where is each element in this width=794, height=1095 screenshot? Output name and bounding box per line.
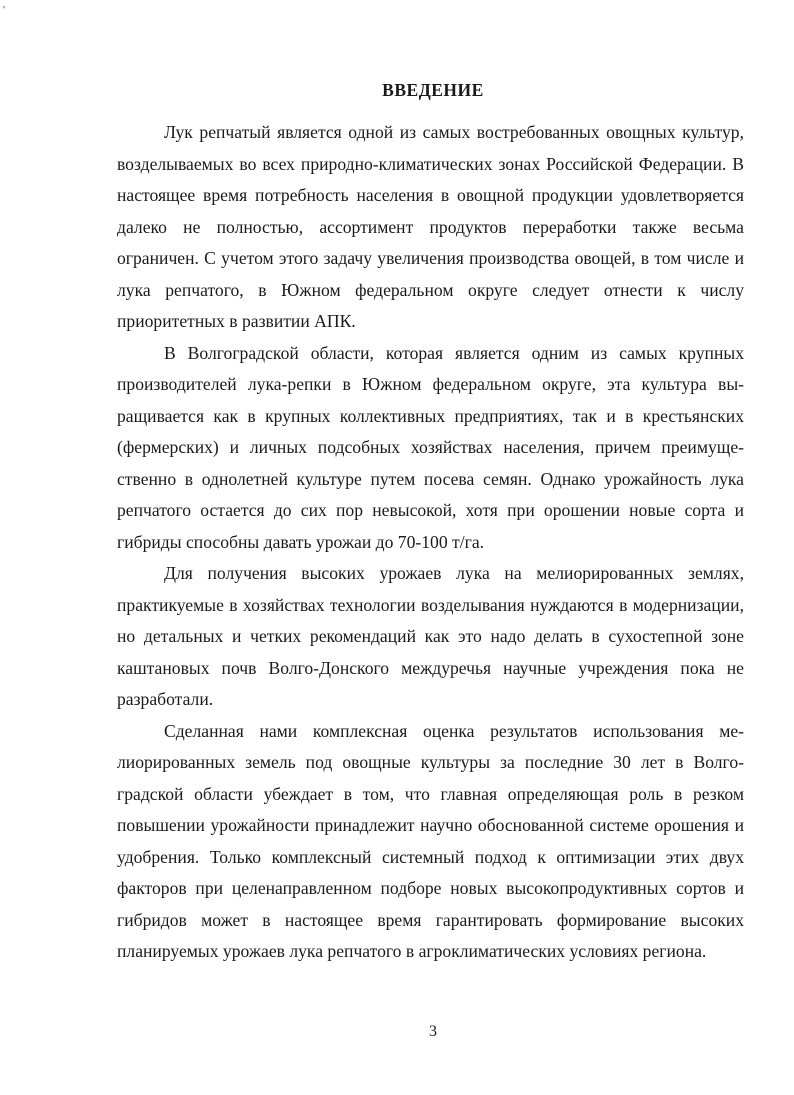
page-number: 3 <box>429 1023 437 1040</box>
paragraph-2: В Волгоградской области, которая является одним из самых крупных производителей лука-репки в Южном федеральном округе, эта культура выращивается как в крупных коллективных предприятиях, так и в крестьянских (фермерских) и личных подсобных хозяйствах населения, причем преимущественно в однолетней культуре путем посева семян. Однако урожайность лука репчатого остается до сих пор невысокой, хотя при орошении новые сорта и гибриды способны давать урожаи до 70-100 т/га. <box>117 342 744 552</box>
paragraph-3: Для получения высоких урожаев лука на мелиорированных землях, практикуемые в хозяйствах технологии возделывания нуждаются в модернизации, но детальных и четких рекомендаций как это надо делать в сухостепной зоне каштановых почв Волго-Донского междуречья научные учреждения пока не разработали. <box>117 563 744 709</box>
scan-corner-mark: ' <box>3 4 5 16</box>
body-text <box>117 117 744 968</box>
paragraph-4: Сделанная нами комплексная оценка результатов использования мелиорированных земель под овощные культуры за последние 30 лет в Волгоградской области убеждает в том, что главная определяющая роль в резком повышении урожайности принадлежит научно обоснованной системе орошения и удобрения. Только комплексный системный подход к оптимизации этих двух факторов при целенаправленном подборе новых высокопродуктивных сортов и гибридов может в настоящее время гарантировать формирование высоких планируемых урожаев лука репчатого в агроклиматических условиях региона. <box>117 720 744 961</box>
page-title: ВВЕДЕНИЕ <box>382 80 484 100</box>
paragraph-1: Лук репчатый является одной из самых востребованных овощных культур, возделываемых во всех природно-климатических зонах Российской Федерации. В настоящее время потребность населения в овощной продукции удовлетворяется далеко не полностью, ассортимент продуктов переработки также весьма ограничен. С учетом этого задачу увеличения производства овощей, в том числе и лука репчатого, в Южном федеральном округе следует отнести к числу приоритетных в развитии АПК. <box>117 122 744 331</box>
